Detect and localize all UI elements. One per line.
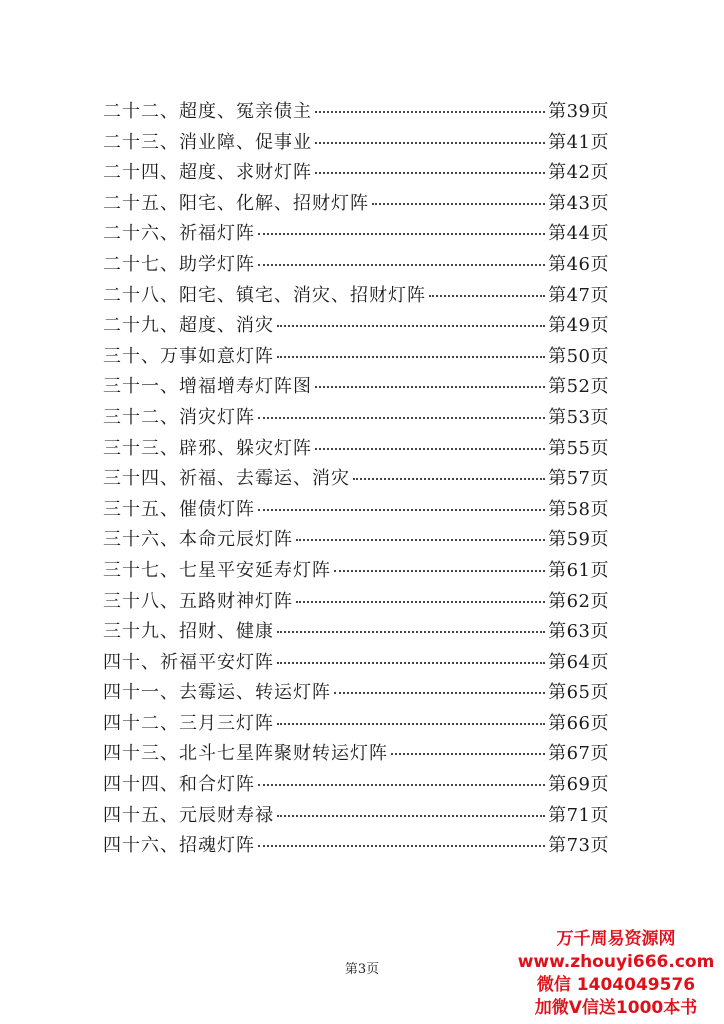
toc-entry-title: 三十七、七星平安延寿灯阵 xyxy=(103,559,331,581)
dot-leader xyxy=(258,844,545,847)
toc-entry xyxy=(103,97,609,128)
dot-leader xyxy=(258,232,545,235)
toc-entry xyxy=(103,189,609,220)
toc-entry xyxy=(103,739,609,770)
toc-entry-page: 第71页 xyxy=(548,804,609,826)
toc-entry-title: 三十九、招财、健康 xyxy=(103,621,274,643)
dot-leader xyxy=(334,569,545,572)
toc-entry-title: 三十六、本命元辰灯阵 xyxy=(103,529,293,551)
toc-entry-title: 四十、祈福平安灯阵 xyxy=(103,651,274,673)
toc-entry xyxy=(103,311,609,342)
toc-entry-page: 第47页 xyxy=(548,284,609,306)
toc-entry-title: 三十四、祈福、去霉运、消灾 xyxy=(103,468,350,490)
toc-entry xyxy=(103,678,609,709)
dot-leader xyxy=(429,294,545,297)
toc-entry xyxy=(103,403,609,434)
toc-entry-page: 第73页 xyxy=(548,835,609,857)
toc-entry-page: 第67页 xyxy=(548,743,609,765)
dot-leader xyxy=(372,202,545,205)
toc-entry-page: 第42页 xyxy=(548,162,609,184)
toc-entry-page: 第63页 xyxy=(548,621,609,643)
dot-leader xyxy=(277,324,545,327)
dot-leader xyxy=(277,722,545,725)
dot-leader xyxy=(315,447,545,450)
dot-leader xyxy=(258,508,545,511)
toc-entry-page: 第44页 xyxy=(548,223,609,245)
toc-entry-title: 四十四、和合灯阵 xyxy=(103,774,255,796)
toc-entry xyxy=(103,158,609,189)
toc-entry-page: 第52页 xyxy=(548,376,609,398)
toc-entry-page: 第50页 xyxy=(548,345,609,367)
toc-entry xyxy=(103,556,609,587)
toc-entry-title: 二十五、阳宅、化解、招财灯阵 xyxy=(103,192,369,214)
dot-leader xyxy=(296,538,545,541)
toc-entry-title: 二十九、超度、消灾 xyxy=(103,315,274,337)
dot-leader xyxy=(315,110,545,113)
toc-entry-page: 第64页 xyxy=(548,651,609,673)
toc-entry-page: 第55页 xyxy=(548,437,609,459)
toc-entry-page: 第69页 xyxy=(548,774,609,796)
toc-entry-title: 二十三、消业障、促事业 xyxy=(103,131,312,153)
toc-entry xyxy=(103,525,609,556)
toc-entry xyxy=(103,617,609,648)
toc-entry xyxy=(103,801,609,832)
dot-leader xyxy=(315,171,545,174)
toc-entry-page: 第57页 xyxy=(548,468,609,490)
dot-leader xyxy=(315,141,545,144)
toc-entry-title: 三十五、催债灯阵 xyxy=(103,498,255,520)
toc-entry-page: 第59页 xyxy=(548,529,609,551)
toc-entry-title: 三十二、消灾灯阵 xyxy=(103,406,255,428)
toc-entry xyxy=(103,250,609,281)
toc-entry-title: 二十七、助学灯阵 xyxy=(103,253,255,275)
dot-leader xyxy=(315,385,545,388)
toc-entry-title: 二十八、阳宅、镇宅、消灾、招财灯阵 xyxy=(103,284,426,306)
dot-leader xyxy=(258,263,545,266)
toc-entry-page: 第58页 xyxy=(548,498,609,520)
toc-entry-page: 第49页 xyxy=(548,315,609,337)
watermark-promo: 加微V信送1000本书 xyxy=(534,998,698,1018)
toc-entry-title: 三十、万事如意灯阵 xyxy=(103,345,274,367)
toc-entry-title: 三十八、五路财神灯阵 xyxy=(103,590,293,612)
dot-leader xyxy=(296,600,545,603)
toc-entry-title: 二十六、祈福灯阵 xyxy=(103,223,255,245)
toc-entry xyxy=(103,495,609,526)
toc-entry-title: 四十五、元辰财寿禄 xyxy=(103,804,274,826)
toc-entry xyxy=(103,648,609,679)
toc-entry xyxy=(103,709,609,740)
toc-entry-title: 四十三、北斗七星阵聚财转运灯阵 xyxy=(103,743,388,765)
toc-entry-page: 第41页 xyxy=(548,131,609,153)
toc-entry xyxy=(103,128,609,159)
toc-entry-page: 第53页 xyxy=(548,406,609,428)
watermark-wechat: 微信 1404049576 xyxy=(536,975,696,995)
dot-leader xyxy=(391,752,545,755)
toc-entry-page: 第65页 xyxy=(548,682,609,704)
toc-entry xyxy=(103,219,609,250)
toc-entry-title: 四十六、招魂灯阵 xyxy=(103,835,255,857)
dot-leader xyxy=(334,691,545,694)
toc-entry-title: 三十三、辟邪、躲灾灯阵 xyxy=(103,437,312,459)
toc-entry-page: 第46页 xyxy=(548,253,609,275)
watermark-site-name: 万千周易资源网 xyxy=(556,929,676,949)
toc-entry-page: 第62页 xyxy=(548,590,609,612)
toc-entry-title: 四十二、三月三灯阵 xyxy=(103,712,274,734)
toc-entry xyxy=(103,587,609,618)
toc-entry-title: 二十二、超度、冤亲债主 xyxy=(103,101,312,122)
toc-entry xyxy=(103,464,609,495)
page-number: 第3页 xyxy=(344,962,380,977)
toc-entry-title: 三十一、增福增寿灯阵图 xyxy=(103,376,312,398)
dot-leader xyxy=(277,355,545,358)
toc-entry xyxy=(103,281,609,312)
dot-leader xyxy=(277,661,545,664)
toc-entry xyxy=(103,342,609,373)
toc-entry-page: 第61页 xyxy=(548,559,609,581)
table-of-contents xyxy=(103,97,609,862)
toc-entry xyxy=(103,770,609,801)
toc-entry xyxy=(103,434,609,465)
dot-leader xyxy=(258,783,545,786)
toc-entry-page: 第39页 xyxy=(548,101,609,122)
dot-leader xyxy=(353,477,545,480)
toc-entry-title: 二十四、超度、求财灯阵 xyxy=(103,162,312,184)
dot-leader xyxy=(277,814,545,817)
watermark xyxy=(516,928,716,1020)
toc-entry-page: 第43页 xyxy=(548,192,609,214)
toc-entry-title: 四十一、去霉运、转运灯阵 xyxy=(103,682,331,704)
toc-entry-page: 第66页 xyxy=(548,712,609,734)
toc-entry xyxy=(103,372,609,403)
dot-leader xyxy=(277,630,545,633)
watermark-url: www.zhouyi666.com xyxy=(517,952,715,972)
dot-leader xyxy=(258,416,545,419)
toc-entry xyxy=(103,831,609,862)
